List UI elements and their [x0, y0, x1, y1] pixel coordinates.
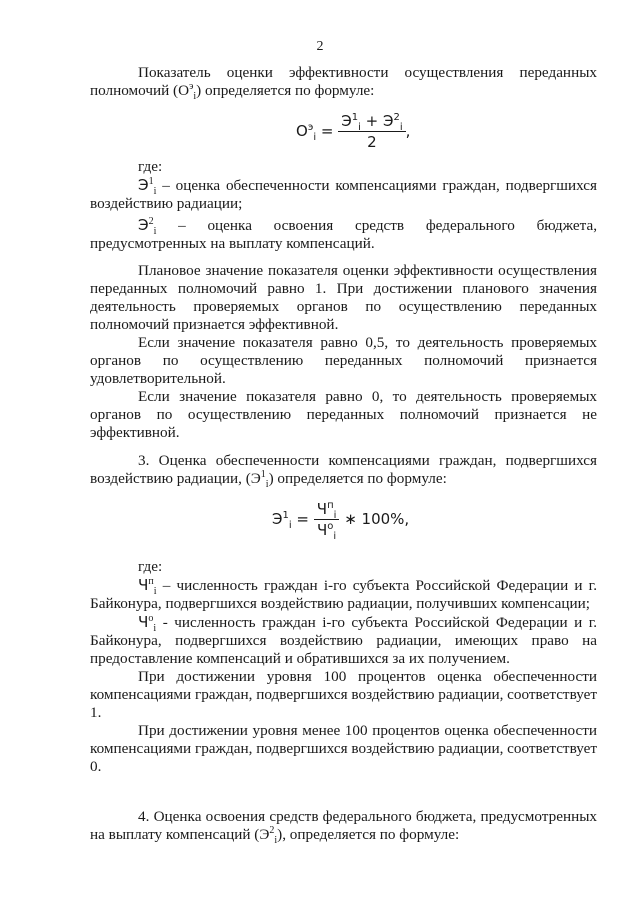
formula-efficiency: [296, 112, 410, 151]
formula-coverage: [272, 500, 410, 542]
num-sub-b: i: [399, 122, 403, 133]
section4-intro: [90, 808, 597, 847]
def-e1-text: – оценка обеспеченности компенсациями граждан, подвергшихся воздействию радиации;: [90, 177, 597, 212]
num-sup-b: 2: [393, 112, 400, 123]
num-plus: +: [365, 112, 379, 130]
num-sup-a: 1: [351, 112, 359, 123]
def-chp-sub: i: [153, 586, 157, 598]
f2-den-sup: о: [327, 521, 334, 532]
section4-intro-tail: ), определяется по формуле:: [277, 826, 460, 843]
def-e2-sub: i: [153, 226, 157, 238]
section4-intro-lead: 4. Оценка освоения средств федерального бюджета, предусмотренных на выплату компенсаций (Э: [90, 808, 597, 843]
def-cho: [90, 613, 597, 668]
f2-tail: ∗ 100%,: [344, 510, 410, 528]
def-e2-text: – оценка освоения средств федерального бюджета, предусмотренных на выплату компенсаций.: [90, 217, 597, 252]
def-e2-sym: Э: [138, 216, 149, 234]
formula-eq: =: [320, 122, 334, 140]
half-paragraph: Если значение показателя равно 0,5, то деятельность проверяемых органов по осуществлению переданных полномочий признается удовлетворительной.: [90, 334, 597, 387]
def-e2: [90, 216, 597, 253]
plan-paragraph: Плановое значение показателя оценки эффективности осуществления переданных полномочий равно 1. При достижении планового значения деятельность проверяемых органов по осуществлению переданных полномочий признается эффективной.: [90, 262, 597, 333]
f2-numerator: [314, 500, 340, 520]
s4-sup: 2: [269, 824, 275, 836]
def-cho-text: - численность граждан i-го субъекта Российской Федерации и г. Байконура, подвергшихся воздействию радиации, имеющих право на предоставление компенсаций и обратившихся за их получением.: [90, 614, 597, 667]
section2-rules: [90, 262, 597, 442]
zero-paragraph: Если значение показателя равно 0, то деятельность проверяемых органов по осуществлению переданных полномочий признается не эффективной.: [90, 388, 597, 441]
f2-lhs: Э: [272, 510, 283, 528]
f2-lhs-sup: 1: [282, 510, 289, 521]
def-e1-sup: 1: [148, 175, 154, 187]
def-chp-text: – численность граждан i-го субъекта Российской Федерации и г. Байконура, подвергшихся воздействию радиации, получивших компенсации;: [90, 577, 597, 612]
def-cho-sym: Ч: [138, 613, 149, 631]
f2-denominator: [314, 520, 340, 542]
f2-den-sub: i: [333, 531, 337, 542]
section2-intro: [90, 64, 597, 103]
section3-intro-lead: 3. Оценка обеспеченности компенсациями граждан, подвергшихся воздействию радиации, (Э: [90, 452, 597, 487]
s3-sup: 1: [260, 468, 266, 480]
s4-sub: i: [274, 835, 278, 847]
f2-num-sub: i: [333, 510, 337, 521]
f2-lhs-sub: i: [288, 520, 292, 531]
num-sym-a: Э: [341, 112, 352, 130]
section3-intro-tail: ) определяется по формуле:: [268, 470, 447, 487]
formula-lhs-sub: i: [313, 132, 317, 143]
formula-numerator: [338, 112, 405, 132]
section2-intro-text: [90, 64, 597, 103]
sym-sup: э: [189, 80, 194, 92]
section4-intro-text: [90, 808, 597, 847]
formula-tail: ,: [405, 122, 411, 140]
section3-definitions: [90, 558, 597, 776]
s3-sub: i: [265, 479, 269, 491]
less-level-paragraph: При достижении уровня менее 100 процентов оценка обеспеченности компенсациями граждан, подвергшихся воздействию радиации, соответствует 0.: [90, 722, 597, 775]
page-number: 2: [316, 39, 324, 54]
formula-denominator: 2: [367, 133, 377, 151]
f2-num-sup: п: [327, 500, 334, 511]
f2-fraction: [314, 500, 340, 542]
section2-intro-lead: Показатель оценки эффективности осуществления переданных полномочий (О: [90, 64, 597, 99]
num-sub-a: i: [358, 122, 361, 133]
formula-lhs-sup: э: [307, 122, 314, 133]
def-e1-sym: Э: [138, 176, 149, 194]
def-cho-sub: i: [153, 623, 157, 635]
f2-num-sym: Ч: [316, 500, 328, 518]
section2-definitions: [90, 158, 597, 253]
formula-fraction: [338, 112, 405, 151]
def-cho-sup: о: [148, 612, 154, 624]
s3-where-label: где:: [138, 558, 163, 575]
full-level-paragraph: При достижении уровня 100 процентов оценка обеспеченности компенсациями граждан, подвергшихся воздействию радиации, соответствует 1.: [90, 668, 597, 721]
def-chp: [90, 576, 597, 613]
sym-sub: i: [193, 91, 197, 103]
def-e1-sub: i: [153, 186, 157, 198]
f2-den-sym: Ч: [316, 521, 328, 539]
def-e1: [90, 176, 597, 213]
section3-intro: [90, 452, 597, 491]
num-sym-b: Э: [383, 112, 394, 130]
section3-intro-text: [90, 452, 597, 491]
def-chp-sup: п: [148, 575, 154, 587]
formula-lhs: О: [296, 122, 308, 140]
f2-eq: =: [296, 510, 309, 528]
def-chp-sym: Ч: [138, 576, 149, 594]
where-label: где:: [138, 158, 163, 175]
section2-intro-tail: ) определяется по формуле:: [196, 82, 375, 99]
def-e2-sup: 2: [148, 215, 154, 227]
